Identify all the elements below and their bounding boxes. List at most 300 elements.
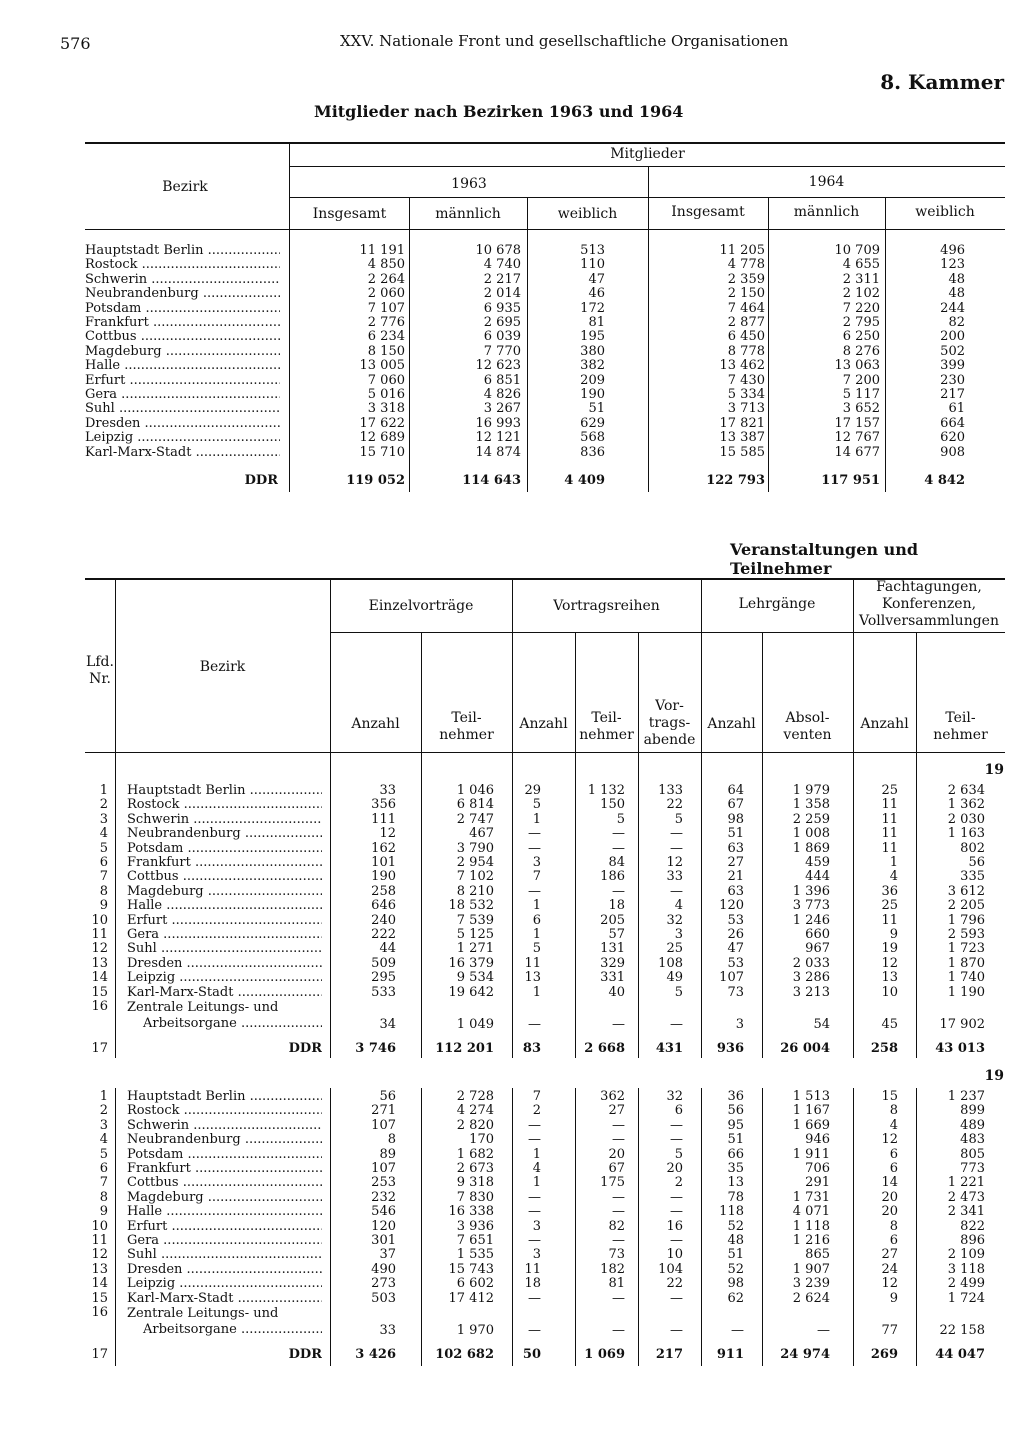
- cell-value: 98: [727, 1276, 744, 1292]
- cell-value: 54: [813, 1017, 830, 1032]
- cell-value: 172: [580, 300, 605, 316]
- cell-value: 48: [727, 1233, 744, 1248]
- cell-value: 1 069: [584, 1347, 625, 1362]
- cell-value: 119 052: [346, 473, 405, 488]
- table-row: [0, 359, 1024, 373]
- sub-teil-line1: Teil-: [591, 710, 622, 726]
- cell-value: 2 673: [456, 1161, 494, 1176]
- bezirk-name: Karl-Marx-Stadt .....: [127, 986, 322, 1000]
- bezirk-name: Cottbus .....: [127, 870, 322, 884]
- table1-title: Mitglieder nach Bezirken 1963 und 1964: [314, 102, 684, 121]
- cell-value: 9: [889, 927, 898, 942]
- cell-value: 908: [940, 444, 965, 460]
- cell-value: 26 004: [780, 1041, 830, 1056]
- cell-value: 444: [805, 869, 830, 885]
- cell-value: 459: [805, 855, 830, 870]
- row-number: 11: [91, 1233, 108, 1248]
- cell-value: —: [528, 1189, 541, 1205]
- cell-value: 56: [727, 1103, 744, 1119]
- table-row: [0, 813, 1024, 827]
- cell-value: 7: [532, 869, 541, 885]
- group-fach-line2: Konferenzen,: [881, 596, 977, 612]
- cell-value: 5 117: [842, 387, 880, 402]
- cell-value: 7 539: [456, 912, 494, 928]
- cell-value: 967: [805, 941, 830, 957]
- cell-value: 78: [727, 1189, 744, 1205]
- cell-value: 7 830: [456, 1189, 494, 1205]
- cell-value: 81: [608, 1276, 625, 1292]
- cell-value: 1 979: [792, 783, 830, 798]
- cell-value: 47: [727, 941, 744, 957]
- bezirk-name: Dresden .....: [85, 417, 280, 431]
- cell-value: 17 902: [939, 1017, 985, 1032]
- cell-value: 7: [532, 1089, 541, 1104]
- col-bezirk: Bezirk: [199, 659, 246, 675]
- row-number: 2: [99, 797, 108, 813]
- cell-value: —: [612, 1189, 625, 1205]
- bezirk-name: Halle .....: [127, 1205, 322, 1219]
- cell-value: 2 033: [792, 955, 830, 971]
- cell-value: 301: [371, 1233, 396, 1248]
- bezirk-name: Magdeburg .....: [85, 345, 280, 359]
- cell-value: 56: [379, 1089, 396, 1104]
- bezirk-name: Neubrandenburg .....: [127, 1133, 322, 1147]
- cell-value: 356: [371, 797, 396, 813]
- cell-value: 6: [532, 912, 541, 928]
- cell-value: —: [612, 1323, 625, 1338]
- bezirk-name: Schwerin .....: [127, 813, 322, 827]
- cell-value: 73: [608, 1247, 625, 1263]
- cell-value: 190: [580, 387, 605, 402]
- cell-value: 22: [666, 1276, 683, 1292]
- cell-value: 77: [881, 1323, 898, 1338]
- cell-value: 253: [371, 1175, 396, 1191]
- cell-value: 131: [600, 941, 625, 957]
- cell-value: —: [817, 1323, 830, 1338]
- cell-value: 19: [881, 941, 898, 957]
- cell-value: 108: [658, 955, 683, 971]
- row-number: 9: [99, 1204, 108, 1220]
- cell-value: 12 689: [359, 430, 405, 446]
- cell-value: 8 210: [456, 883, 494, 899]
- cell-value: 2 593: [947, 927, 985, 942]
- cell-value: 822: [960, 1218, 985, 1234]
- table-row: [0, 1292, 1024, 1306]
- cell-value: —: [528, 1017, 541, 1032]
- cell-value: 9 534: [456, 970, 494, 986]
- cell-value: 3: [532, 855, 541, 870]
- cell-value: 8 276: [842, 343, 880, 359]
- bezirk-name: Karl-Marx-Stadt .....: [85, 446, 280, 460]
- cell-value: 56: [968, 855, 985, 870]
- cell-value: —: [612, 1233, 625, 1248]
- bezirk-name: Gera .....: [127, 1234, 322, 1248]
- table-row: [0, 1133, 1024, 1147]
- cell-value: 15 710: [359, 444, 405, 460]
- table-row: [0, 842, 1024, 856]
- row-number: 15: [91, 984, 108, 1000]
- bezirk-line2: Arbeitsorgane .....: [127, 1016, 322, 1032]
- bezirk-name: Erfurt .....: [85, 374, 280, 388]
- bezirk-name: Magdeburg .....: [127, 885, 322, 899]
- sub-anzahl: Anzahl: [351, 716, 400, 732]
- sub-anzahl: Anzahl: [707, 716, 756, 732]
- cell-value: 1 271: [456, 941, 494, 957]
- cell-value: 3 746: [355, 1041, 396, 1056]
- year-1964: 1964: [808, 174, 845, 190]
- col-nr: [85, 654, 115, 688]
- cell-value: 1 362: [947, 797, 985, 813]
- cell-value: 291: [805, 1175, 830, 1191]
- cell-value: 5 016: [367, 387, 405, 402]
- cell-value: 20: [666, 1161, 683, 1176]
- cell-value: 2 311: [842, 271, 880, 287]
- cell-value: 12: [881, 1276, 898, 1292]
- col-bezirk: Bezirk: [162, 179, 208, 195]
- cell-value: —: [612, 1017, 625, 1032]
- group-fach-line3: Vollversammlungen: [859, 613, 999, 629]
- cell-value: 496: [940, 243, 965, 258]
- group-lehrgaenge: Lehrgänge: [738, 596, 816, 612]
- row-number: 4: [99, 1132, 108, 1148]
- bezirk-name: Rostock .....: [85, 258, 280, 272]
- table-row: [0, 1277, 1024, 1291]
- cell-value: 899: [960, 1103, 985, 1119]
- year-label: 19: [984, 1068, 1004, 1084]
- cell-value: 4: [532, 1161, 541, 1176]
- cell-value: 706: [805, 1161, 830, 1176]
- bezirk-name: Halle .....: [85, 359, 280, 373]
- total-row: [0, 1042, 1024, 1056]
- cell-value: 47: [588, 271, 605, 287]
- cell-value: 4: [889, 1117, 898, 1133]
- cell-value: 110: [580, 257, 605, 273]
- row-number: 4: [99, 826, 108, 842]
- bezirk-name: Erfurt .....: [127, 1220, 322, 1234]
- cell-value: 150: [600, 797, 625, 813]
- cell-value: 2 728: [456, 1089, 494, 1104]
- table-row: [0, 885, 1024, 899]
- cell-value: 107: [719, 970, 744, 986]
- cell-value: 6 602: [456, 1276, 494, 1292]
- cell-value: 3 426: [355, 1347, 396, 1362]
- cell-value: 83: [522, 1041, 541, 1056]
- cell-value: 182: [600, 1261, 625, 1277]
- cell-value: 3 612: [947, 883, 985, 899]
- cell-value: 107: [371, 1161, 396, 1176]
- sub-insgesamt: Insgesamt: [671, 204, 745, 220]
- cell-value: 123: [940, 257, 965, 273]
- cell-value: 6 250: [842, 329, 880, 345]
- table-row: [0, 244, 1024, 258]
- cell-value: 14 677: [834, 444, 880, 460]
- cell-value: 43 013: [935, 1041, 985, 1056]
- cell-value: 896: [960, 1233, 985, 1248]
- cell-value: 431: [655, 1041, 683, 1056]
- cell-value: 24 974: [780, 1347, 830, 1362]
- bezirk-name: Potsdam .....: [127, 842, 322, 856]
- cell-value: 3 239: [792, 1276, 830, 1292]
- cell-value: 269: [870, 1347, 898, 1362]
- sub-teil-line2: nehmer: [439, 727, 494, 743]
- bezirk-name: Dresden .....: [127, 957, 322, 971]
- cell-value: 82: [948, 315, 965, 330]
- cell-value: 25: [881, 783, 898, 798]
- sub-teilnehmer: [575, 710, 638, 744]
- table-row: [0, 388, 1024, 402]
- cell-value: 1 870: [947, 955, 985, 971]
- cell-value: 2 341: [947, 1204, 985, 1220]
- cell-value: 2 877: [727, 315, 765, 330]
- row-number: 11: [91, 927, 108, 942]
- cell-value: 120: [371, 1218, 396, 1234]
- cell-value: 73: [727, 984, 744, 1000]
- bezirk-name: Rostock .....: [127, 1104, 322, 1118]
- group-fach-line1: Fachtagungen,: [876, 579, 982, 595]
- cell-value: 4 409: [564, 473, 605, 488]
- cell-value: 45: [881, 1017, 898, 1032]
- cell-value: 61: [948, 401, 965, 417]
- cell-value: 467: [469, 826, 494, 842]
- bezirk-name: Erfurt .....: [127, 914, 322, 928]
- cell-value: 27: [727, 855, 744, 870]
- cell-value: 114 643: [462, 473, 521, 488]
- cell-value: —: [528, 883, 541, 899]
- cell-value: 18 532: [448, 898, 494, 914]
- cell-value: 13 462: [719, 358, 765, 374]
- cell-value: 2 747: [456, 811, 494, 827]
- cell-value: —: [612, 883, 625, 899]
- table-row: [0, 971, 1024, 985]
- bezirk-name: [127, 1000, 322, 1032]
- cell-value: 13 387: [719, 430, 765, 446]
- cell-value: 10 678: [475, 243, 521, 258]
- cell-value: 489: [960, 1117, 985, 1133]
- cell-value: 2 776: [367, 315, 405, 330]
- cell-value: 273: [371, 1276, 396, 1292]
- col-nr-line1: Lfd.: [86, 654, 114, 670]
- cell-value: 3 652: [842, 401, 880, 417]
- row-number: 17: [91, 1347, 108, 1362]
- cell-value: 646: [371, 898, 396, 914]
- cell-value: —: [670, 1204, 683, 1220]
- bezirk-name: Halle .....: [127, 899, 322, 913]
- table-row: [0, 899, 1024, 913]
- cell-value: 20: [881, 1204, 898, 1220]
- sub-abs-line1: Absol-: [785, 710, 830, 726]
- cell-value: 5: [616, 811, 625, 827]
- cell-value: 1: [532, 898, 541, 914]
- cell-value: 209: [580, 372, 605, 388]
- row-number: 8: [99, 883, 108, 899]
- cell-value: 35: [727, 1161, 744, 1176]
- cell-value: 4 655: [842, 257, 880, 273]
- cell-value: 13: [524, 970, 541, 986]
- cell-value: 1 396: [792, 883, 830, 899]
- cell-value: 44 047: [935, 1347, 985, 1362]
- cell-value: 12: [881, 955, 898, 971]
- cell-value: 12: [379, 826, 396, 842]
- cell-value: 362: [600, 1089, 625, 1104]
- cell-value: 15: [881, 1089, 898, 1104]
- cell-value: —: [612, 1117, 625, 1133]
- cell-value: 836: [580, 444, 605, 460]
- cell-value: 190: [371, 869, 396, 885]
- row-number: 9: [99, 898, 108, 914]
- cell-value: 568: [580, 430, 605, 446]
- cell-value: 18: [608, 898, 625, 914]
- cell-value: 4 850: [367, 257, 405, 273]
- bezirk-name: Gera .....: [127, 928, 322, 942]
- cell-value: 162: [371, 840, 396, 856]
- cell-value: 33: [379, 783, 396, 798]
- cell-value: —: [670, 826, 683, 842]
- cell-value: 2: [532, 1103, 541, 1119]
- cell-value: 1 118: [792, 1218, 830, 1234]
- table-row: [0, 1162, 1024, 1176]
- cell-value: 51: [727, 1132, 744, 1148]
- cell-value: 382: [580, 358, 605, 374]
- cell-value: 258: [371, 883, 396, 899]
- row-number: 1: [99, 1089, 108, 1104]
- cell-value: 33: [666, 869, 683, 885]
- table-row: [0, 374, 1024, 388]
- cell-value: 32: [666, 1089, 683, 1104]
- cell-value: —: [670, 1290, 683, 1306]
- cell-value: 51: [588, 401, 605, 417]
- cell-value: 11: [881, 826, 898, 842]
- table-row: [0, 856, 1024, 870]
- cell-value: 122 793: [706, 473, 765, 488]
- group-einzelvortraege: Einzelvorträge: [368, 598, 474, 614]
- cell-value: 22: [666, 797, 683, 813]
- total-row: [0, 474, 1024, 488]
- cell-value: 6 814: [456, 797, 494, 813]
- cell-value: 95: [727, 1117, 744, 1133]
- bezirk-name: Gera .....: [85, 388, 280, 402]
- cell-value: 1 669: [792, 1117, 830, 1133]
- table-row: [0, 1263, 1024, 1277]
- cell-value: 62: [727, 1290, 744, 1306]
- cell-value: —: [528, 1233, 541, 1248]
- row-number: 10: [91, 912, 108, 928]
- bezirk-name: Frankfurt .....: [127, 856, 322, 870]
- cell-value: 2 109: [947, 1247, 985, 1263]
- bezirk-name: DDR: [288, 1042, 322, 1056]
- sub-abs-line2: venten: [783, 727, 832, 743]
- rule: [85, 752, 1005, 753]
- bezirk-name: Magdeburg .....: [127, 1191, 322, 1205]
- sub-teilnehmer: [916, 710, 1005, 744]
- table-row: [0, 273, 1024, 287]
- cell-value: 48: [948, 286, 965, 302]
- rule: [85, 142, 1005, 144]
- cell-value: 1 724: [947, 1290, 985, 1306]
- cell-value: 773: [960, 1161, 985, 1176]
- bezirk-name: Frankfurt .....: [127, 1162, 322, 1176]
- cell-value: 513: [580, 243, 605, 258]
- cell-value: 13: [727, 1175, 744, 1191]
- cell-value: 12 767: [834, 430, 880, 446]
- row-number: 17: [91, 1041, 108, 1056]
- cell-value: 620: [940, 430, 965, 446]
- table-row: [0, 957, 1024, 971]
- cell-value: 271: [371, 1103, 396, 1119]
- table-row: [0, 827, 1024, 841]
- cell-value: 4 778: [727, 257, 765, 273]
- cell-value: 2 217: [483, 271, 521, 287]
- cell-value: 13 005: [359, 358, 405, 374]
- cell-value: 2 102: [842, 286, 880, 302]
- cell-value: 1 216: [792, 1233, 830, 1248]
- bezirk-name: Suhl .....: [85, 402, 280, 416]
- cell-value: 6 234: [367, 329, 405, 345]
- cell-value: 17 412: [448, 1290, 494, 1306]
- cell-value: 6 450: [727, 329, 765, 345]
- row-number: 3: [99, 1117, 108, 1133]
- cell-value: 2 473: [947, 1189, 985, 1205]
- table-row: [0, 1148, 1024, 1162]
- cell-value: —: [528, 1132, 541, 1148]
- cell-value: 509: [371, 955, 396, 971]
- cell-value: 5: [674, 811, 683, 827]
- cell-value: 170: [469, 1132, 494, 1148]
- cell-value: 19 642: [448, 984, 494, 1000]
- cell-value: —: [612, 1290, 625, 1306]
- bezirk-name: Karl-Marx-Stadt .....: [127, 1292, 322, 1306]
- cell-value: 9 318: [456, 1175, 494, 1191]
- cell-value: —: [670, 1117, 683, 1133]
- cell-value: 11: [524, 955, 541, 971]
- cell-value: 195: [580, 329, 605, 345]
- col-mitglieder: Mitglieder: [610, 146, 685, 162]
- cell-value: 2 954: [456, 855, 494, 870]
- cell-value: 4: [889, 869, 898, 885]
- cell-value: —: [731, 1323, 744, 1338]
- cell-value: —: [670, 1132, 683, 1148]
- cell-value: 15 743: [448, 1261, 494, 1277]
- cell-value: 64: [727, 783, 744, 798]
- cell-value: 16 338: [448, 1204, 494, 1220]
- cell-value: 660: [805, 927, 830, 942]
- bezirk-name: Suhl .....: [127, 942, 322, 956]
- table-row: [0, 1119, 1024, 1133]
- cell-value: 1 513: [792, 1089, 830, 1104]
- cell-value: 82: [608, 1218, 625, 1234]
- section-title: 8. Kammer: [880, 70, 1004, 94]
- cell-value: 7 430: [727, 372, 765, 388]
- cell-value: 52: [727, 1261, 744, 1277]
- bezirk-name: Dresden .....: [127, 1263, 322, 1277]
- group-fachtagungen: [853, 579, 1005, 630]
- cell-value: 946: [805, 1132, 830, 1148]
- table-row: [0, 316, 1024, 330]
- cell-value: 9: [889, 1290, 898, 1306]
- cell-value: 25: [666, 941, 683, 957]
- bezirk-name: Hauptstadt Berlin .....: [127, 784, 322, 798]
- table-row: [0, 446, 1024, 460]
- cell-value: 8 778: [727, 343, 765, 359]
- cell-value: 258: [870, 1041, 898, 1056]
- cell-value: 16 379: [448, 955, 494, 971]
- total-row: [0, 1348, 1024, 1362]
- table-row: [0, 302, 1024, 316]
- cell-value: —: [670, 840, 683, 856]
- table-row: [0, 1090, 1024, 1104]
- cell-value: 3 118: [947, 1261, 985, 1277]
- table-row: [0, 1104, 1024, 1118]
- sub-teilnehmer: [421, 710, 512, 744]
